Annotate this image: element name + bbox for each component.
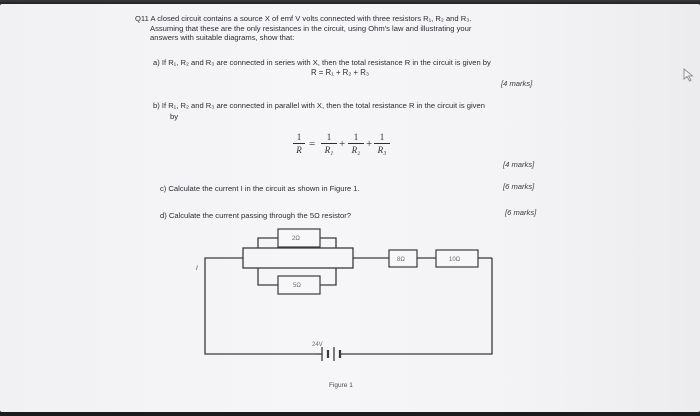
part-d-marks: [6 marks] (505, 208, 537, 217)
plus-sign-1: + (339, 138, 346, 150)
question-line-2: Assuming that these are the only resistances in the circuit, using Ohm's law and illustrating your (150, 23, 472, 33)
figure-caption: Figure 1 (329, 382, 353, 389)
part-c-marks: [6 marks] (503, 182, 535, 191)
current-label: I (196, 266, 198, 272)
right-return-wire (343, 258, 492, 354)
bottom-branch-left (258, 268, 278, 285)
part-b-text: b) If R₁, R₂ and R₃ are connected in parallel with X, then the total resistance R in the circuit is given (153, 101, 485, 110)
part-a-marks: [4 marks] (501, 79, 533, 88)
part-d-text: d) Calculate the current passing through the 5Ω resistor? (160, 211, 351, 220)
part-a-formula: R = R₁ + R₂ + R₃ (311, 68, 370, 77)
equals-sign: = (309, 138, 316, 150)
label-10ohm: 10Ω (449, 257, 461, 263)
label-2ohm: 2Ω (292, 236, 300, 242)
formula-term-3: 1 R₃ (374, 132, 390, 155)
top-branch-left (258, 238, 278, 248)
plus-sign-2: + (366, 138, 373, 150)
question-line-1: Q11 A closed circuit contains a source X of emf V volts connected with three resistors R₁, R₂ and R₃. (135, 14, 472, 23)
part-a-text: a) If R₁, R₂ and R₃ are connected in series with X, then the total resistance R in the circuit is given by (153, 58, 491, 67)
question-line-3: answers with suitable diagrams, show that: (150, 33, 295, 43)
formula-term-2: 1 R₂ (348, 132, 364, 155)
top-branch-right (320, 238, 336, 248)
formula-term-1: 1 R₁ (321, 132, 337, 155)
battery-symbol (316, 347, 343, 361)
battery-label: 24V (312, 342, 323, 348)
bottom-branch-right (320, 268, 336, 285)
part-c-text: c) Calculate the current I in the circuit as shown in Figure 1. (160, 184, 360, 193)
left-bottom-wire (205, 258, 316, 354)
mouse-pointer-icon (683, 68, 695, 82)
part-b-marks: [4 marks] (503, 160, 535, 169)
formula-lhs: 1 R (293, 132, 305, 155)
part-b-text-2: by (170, 112, 179, 121)
parallel-block (243, 248, 353, 268)
label-8ohm: 8Ω (397, 257, 405, 263)
label-5ohm: 5Ω (293, 283, 301, 289)
